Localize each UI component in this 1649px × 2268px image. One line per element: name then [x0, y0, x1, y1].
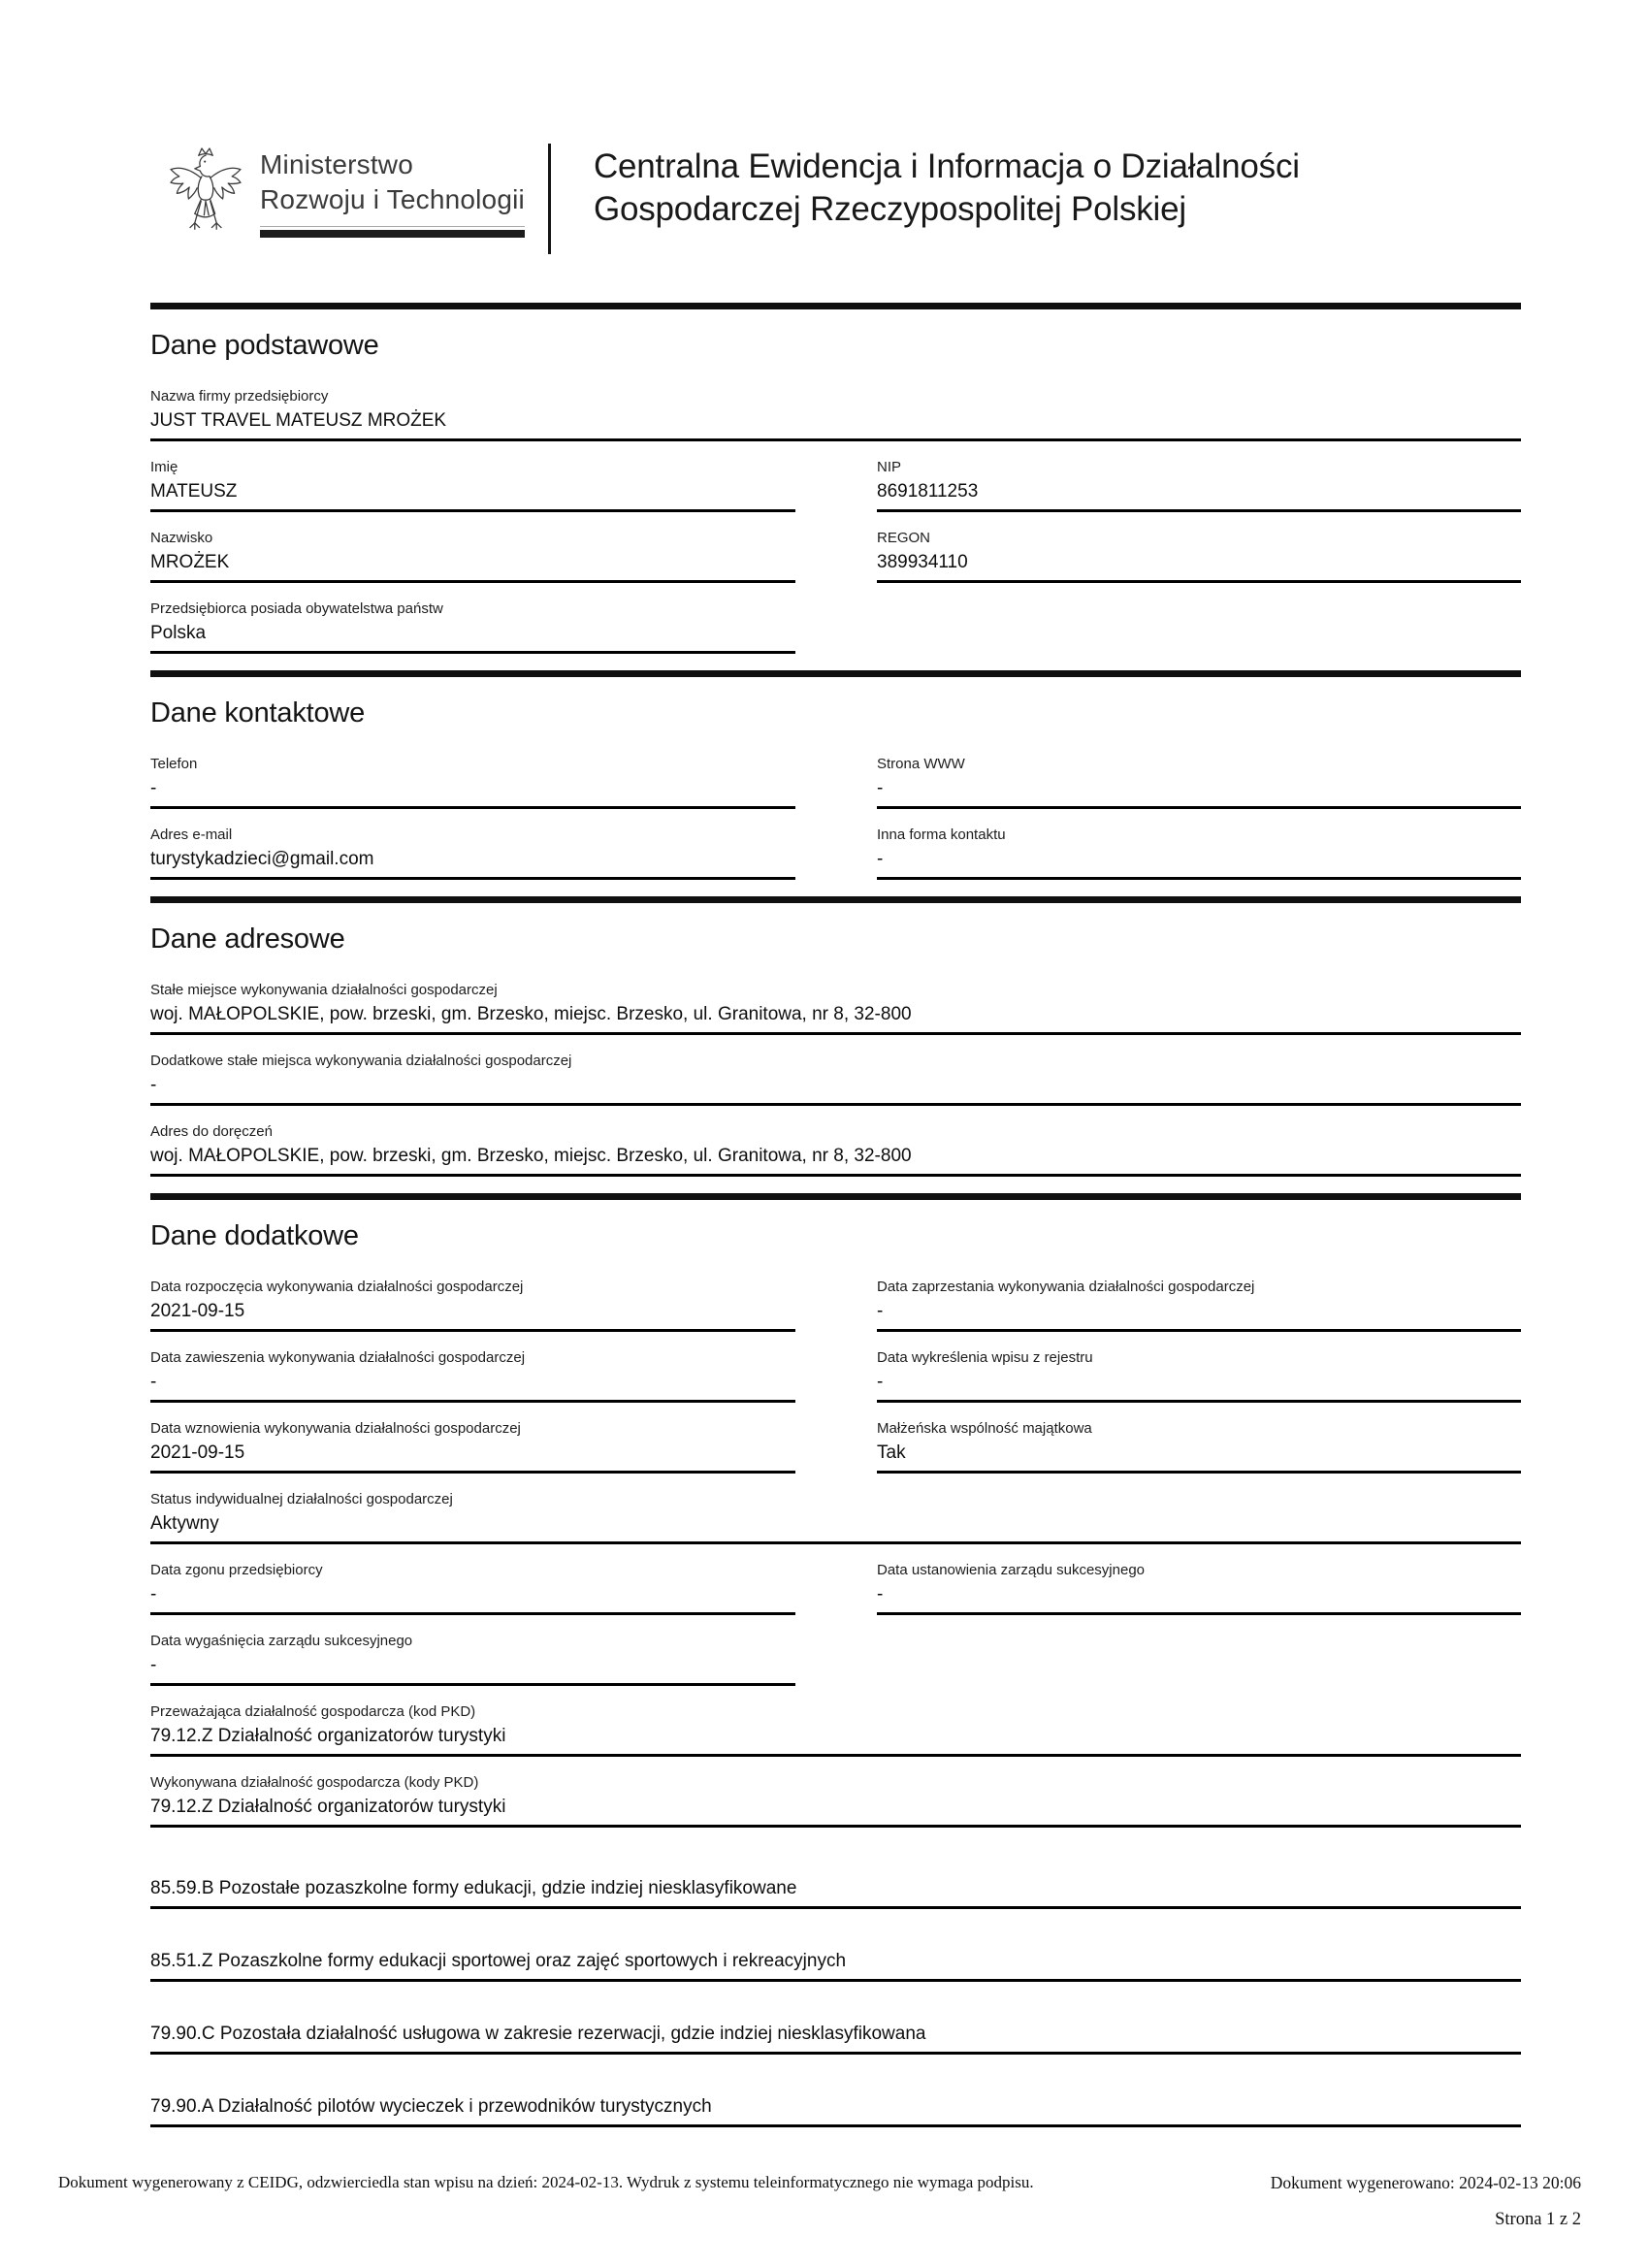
field-wspolnosc-majatkowa-value: Tak [877, 1442, 906, 1463]
ministry-logo [167, 144, 525, 246]
section-rule [150, 303, 1521, 309]
field-imie [150, 458, 795, 512]
field-nazwa-firmy-value: JUST TRAVEL MATEUSZ MROŻEK [150, 410, 447, 431]
field-strona-www-label: Strona WWW [877, 756, 965, 772]
pkd-list-item [150, 1876, 1521, 1909]
field-status-dzialalnosci-value: Aktywny [150, 1513, 219, 1534]
field-data-wykreslenia [877, 1348, 1521, 1403]
ministry-name-block [260, 144, 525, 238]
field-wykonywana-pkd-value: 79.12.Z Działalność organizatorów turystyki [150, 1797, 506, 1817]
field-data-wygasniecia-zarzadu-label: Data wygaśnięcia zarządu sukcesyjnego [150, 1633, 413, 1649]
section-dane-adresowe [150, 896, 1521, 1177]
field-wykonywana-pkd-label: Wykonywana działalność gospodarcza (kody PKD) [150, 1774, 479, 1791]
document-title-line1: Centralna Ewidencja i Informacja o Działalności [593, 147, 1300, 185]
field-data-zawieszenia [150, 1348, 795, 1403]
field-data-zaprzestania-label: Data zaprzestania wykonywania działalności gospodarczej [877, 1279, 1255, 1295]
document-body [150, 303, 1521, 2127]
polish-eagle-icon [167, 144, 244, 246]
field-data-wykreslenia-value: - [877, 1372, 884, 1392]
field-nip-label: NIP [877, 459, 902, 475]
page-footer [58, 2173, 1581, 2230]
field-nazwisko-value: MROŻEK [150, 552, 230, 572]
field-obywatelstwo [150, 599, 795, 654]
field-data-zawieszenia-label: Data zawieszenia wykonywania działalności gospodarczej [150, 1349, 526, 1366]
field-przewazajaca-pkd-value: 79.12.Z Działalność organizatorów turystyki [150, 1726, 506, 1746]
field-adres-doreczen-label: Adres do doręczeń [150, 1123, 273, 1140]
footer-disclaimer: Dokument wygenerowany z CEIDG, odzwierciedla stan wpisu na dzień: 2024-02-13. Wydruk z systemu teleinformatycznego nie wymaga podpisu. [58, 2173, 1034, 2191]
field-dodatkowe-miejsca-label: Dodatkowe stałe miejsca wykonywania działalności gospodarczej [150, 1053, 572, 1069]
field-data-rozpoczecia-value: 2021-09-15 [150, 1301, 245, 1321]
logo-thin-rule [260, 226, 525, 227]
field-strona-www-value: - [877, 778, 884, 798]
section-rule [150, 1193, 1521, 1200]
section-dane-kontaktowe [150, 670, 1521, 880]
field-data-zawieszenia-value: - [150, 1372, 157, 1392]
ministry-name-line1: Ministerstwo [260, 149, 413, 179]
field-wspolnosc-majatkowa [877, 1419, 1521, 1474]
field-data-wykreslenia-label: Data wykreślenia wpisu z rejestru [877, 1349, 1093, 1366]
field-adres-email [150, 826, 795, 880]
footer-generated-timestamp: Dokument wygenerowano: 2024-02-13 20:06 [1270, 2173, 1581, 2192]
field-data-ustanowienia-zarzadu-label: Data ustanowienia zarządu sukcesyjnego [877, 1562, 1145, 1578]
field-data-wygasniecia-zarzadu [150, 1632, 795, 1686]
pkd-list-item-value: 85.51.Z Pozaszkolne formy edukacji sportowej oraz zajęć sportowych i rekreacyjnych [150, 1951, 847, 1971]
pkd-list-item [150, 1949, 1521, 1982]
pkd-list-item [150, 2022, 1521, 2055]
field-imie-value: MATEUSZ [150, 481, 238, 502]
field-data-zgonu-value: - [150, 1584, 157, 1604]
field-inna-forma-kontaktu [877, 826, 1521, 880]
section-title-dane-adresowe: Dane adresowe [150, 923, 345, 955]
document-title-line2: Gospodarczej Rzeczypospolitej Polskiej [593, 190, 1186, 228]
field-data-zaprzestania [877, 1278, 1521, 1332]
pkd-list-item [150, 2094, 1521, 2127]
field-data-zaprzestania-value: - [877, 1301, 884, 1321]
footer-page-number: Strona 1 z 2 [1495, 2210, 1581, 2229]
ministry-name-line2: Rozwoju i Technologii [260, 184, 525, 214]
field-stale-miejsce [150, 981, 1521, 1035]
field-data-wznowienia-label: Data wznowienia wykonywania działalności gospodarczej [150, 1420, 521, 1437]
field-obywatelstwo-label: Przedsiębiorca posiada obywatelstwa państw [150, 600, 443, 617]
field-dodatkowe-miejsca-value: - [150, 1075, 157, 1095]
field-telefon [150, 755, 795, 809]
field-imie-label: Imię [150, 459, 178, 475]
field-data-wznowienia-value: 2021-09-15 [150, 1442, 245, 1463]
field-nazwisko-label: Nazwisko [150, 530, 213, 546]
document-header [167, 144, 1521, 254]
field-data-rozpoczecia [150, 1278, 795, 1332]
field-data-wygasniecia-zarzadu-value: - [150, 1655, 157, 1675]
field-telefon-value: - [150, 778, 157, 798]
section-dane-dodatkowe [150, 1193, 1521, 2127]
field-dodatkowe-miejsca [150, 1052, 1521, 1106]
field-regon-label: REGON [877, 530, 931, 546]
section-title-dane-dodatkowe: Dane dodatkowe [150, 1220, 359, 1251]
field-inna-forma-kontaktu-value: - [877, 849, 884, 869]
field-nazwisko [150, 529, 795, 583]
field-data-rozpoczecia-label: Data rozpoczęcia wykonywania działalności gospodarczej [150, 1279, 524, 1295]
field-stale-miejsce-value: woj. MAŁOPOLSKIE, pow. brzeski, gm. Brzesko, miejsc. Brzesko, ul. Granitowa, nr 8, 32-800 [150, 1004, 912, 1024]
field-status-dzialalnosci-label: Status indywidualnej działalności gospodarczej [150, 1491, 453, 1507]
field-telefon-label: Telefon [150, 756, 198, 772]
field-inna-forma-kontaktu-label: Inna forma kontaktu [877, 826, 1006, 843]
footer-meta [1271, 2173, 1581, 2230]
field-data-zgonu [150, 1561, 795, 1615]
field-regon-value: 389934110 [877, 552, 968, 572]
section-title-dane-podstawowe: Dane podstawowe [150, 330, 379, 361]
field-nazwa-firmy [150, 387, 1521, 441]
field-regon [877, 529, 1521, 583]
section-rule [150, 670, 1521, 677]
field-przewazajaca-pkd [150, 1702, 1521, 1757]
field-nip-value: 8691811253 [877, 481, 979, 502]
field-status-dzialalnosci [150, 1490, 1521, 1544]
pkd-list-item-value: 79.90.C Pozostała działalność usługowa w zakresie rezerwacji, gdzie indziej niesklasyfikowana [150, 2024, 926, 2044]
field-wspolnosc-majatkowa-label: Małżeńska wspólność majątkowa [877, 1420, 1092, 1437]
field-adres-doreczen-value: woj. MAŁOPOLSKIE, pow. brzeski, gm. Brzesko, miejsc. Brzesko, ul. Granitowa, nr 8, 32-800 [150, 1146, 912, 1166]
section-dane-podstawowe [150, 303, 1521, 654]
field-stale-miejsce-label: Stałe miejsce wykonywania działalności gospodarczej [150, 982, 498, 998]
field-nip [877, 458, 1521, 512]
section-title-dane-kontaktowe: Dane kontaktowe [150, 697, 366, 729]
field-nazwa-firmy-label: Nazwa firmy przedsiębiorcy [150, 388, 329, 405]
field-data-ustanowienia-zarzadu [877, 1561, 1521, 1615]
field-data-ustanowienia-zarzadu-value: - [877, 1584, 884, 1604]
field-obywatelstwo-value: Polska [150, 623, 207, 643]
section-rule [150, 896, 1521, 903]
pkd-list-item-value: 85.59.B Pozostałe pozaszkolne formy edukacji, gdzie indziej niesklasyfikowane [150, 1878, 797, 1898]
field-data-wznowienia [150, 1419, 795, 1474]
field-adres-email-label: Adres e-mail [150, 826, 233, 843]
field-strona-www [877, 755, 1521, 809]
document-title [594, 144, 1300, 231]
field-data-zgonu-label: Data zgonu przedsiębiorcy [150, 1562, 323, 1578]
field-adres-doreczen [150, 1122, 1521, 1177]
pkd-list-item-value: 79.90.A Działalność pilotów wycieczek i przewodników turystycznych [150, 2096, 712, 2117]
logo-underline-bar [260, 230, 525, 238]
header-vertical-divider [548, 144, 551, 254]
field-wykonywana-pkd [150, 1773, 1521, 1828]
field-adres-email-value: turystykadzieci@gmail.com [150, 849, 374, 869]
field-przewazajaca-pkd-label: Przeważająca działalność gospodarcza (kod PKD) [150, 1703, 476, 1720]
